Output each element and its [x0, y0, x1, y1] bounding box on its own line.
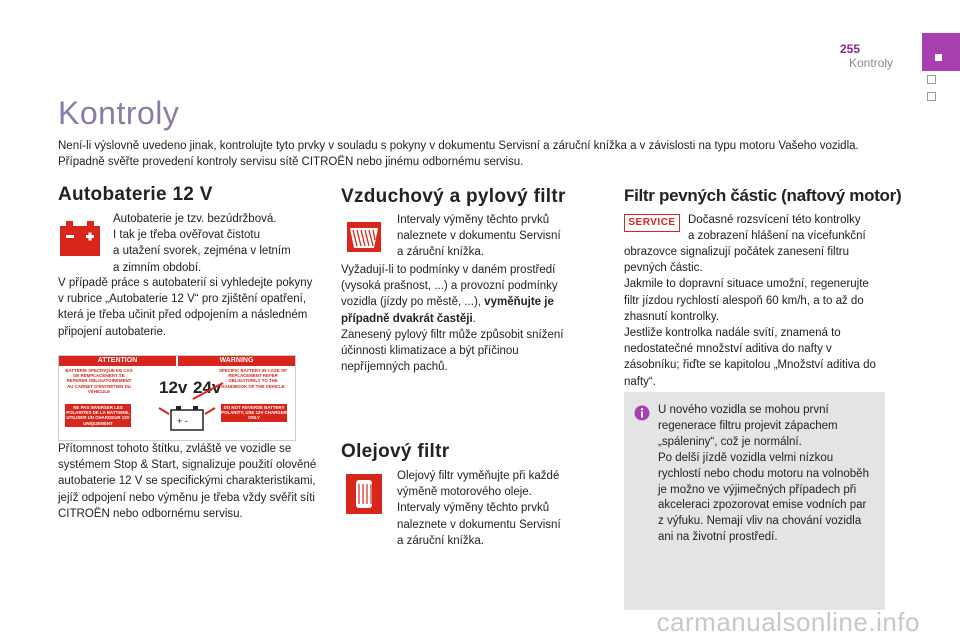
- voltage-24v: 24v: [193, 378, 222, 397]
- svg-text:+ -: + -: [177, 416, 188, 426]
- battery-label-note: [58, 441, 320, 522]
- paragraph: Zanesený pylový filtr může způsobit snížení účinnosti klimatizace a být příčinou nepříjemných pachů.: [341, 328, 564, 374]
- text-line: výměně motorového oleje.: [397, 486, 532, 499]
- text-line: a záruční knížka.: [397, 246, 484, 259]
- text-line: Autobaterie je tzv. bezúdržbová.: [113, 213, 277, 225]
- text-line: a zimním období.: [113, 261, 202, 274]
- watermark: carmanualsonline.info: [656, 607, 920, 637]
- text-line: a utažení svorek, zejména v letním: [113, 245, 291, 258]
- chapter-tab[interactable]: [927, 75, 936, 84]
- text-line: Olejový filtr vyměňujte při každé: [397, 470, 560, 482]
- battery-intro: [113, 211, 303, 276]
- paragraph: Jakmile to dopravní situace umožní, regenerujte filtr jízdou rychlostí alespoň 60 km/h, a to až do zhasnutí kontrolky.: [624, 278, 869, 323]
- text-line: a zobrazení hlášení na vícefunkční: [688, 230, 866, 243]
- air-filter-conditions: [341, 262, 581, 375]
- label-text-fr: BATTERIE SPECIFIQUE EN CAS DE REMPLACEMENT SE REFERER OBLIGATOIREMENT AU CARNET D'ENTRETIEN DU VEHICULE: [65, 368, 133, 394]
- text-line: Dočasné rozsvícení této kontrolky: [688, 214, 861, 226]
- label-warning-fr: NE PAS INVERSER LES POLARITES DE LA BATTERIE, UTILISER UN CHARGEUR 12V UNIQUEMENT: [66, 405, 130, 426]
- attention-header: ATTENTION: [59, 356, 176, 366]
- voltage-12v: 12v: [159, 378, 188, 397]
- particle-filter-body: [624, 244, 886, 390]
- battery-icon: [58, 216, 102, 260]
- paragraph: [341, 262, 581, 327]
- text-line: naleznete v dokumentu Servisní: [397, 230, 561, 243]
- section-label: Kontroly: [848, 56, 893, 70]
- paragraph: Jestliže kontrolka nadále svítí, znamená to nedostatečné množství aditiva do nafty v zásobníku; řiďte se kapitolou „Množství aditiva do nafty“.: [624, 327, 876, 388]
- paragraph: Přítomnost tohoto štítku, zvláště ve vozidle se systémem Stop & Start, signalizuje použití olověné autobaterie 12 V se specifickými charakteristikami, jejíž odpojení nebo výměnu je třeba vždy svěřit síti CITROËN nebo odbornému servisu.: [58, 443, 317, 520]
- intro-text: [58, 138, 898, 170]
- text-line: I tak je třeba ověřovat čistotu: [113, 229, 261, 242]
- air-filter-intro: [397, 212, 587, 261]
- paragraph: V případě práce s autobaterií si vyhledejte pokyny v rubrice „Autobaterie 12 V“ pro zjištění opatření, která je třeba učinit před odpojením a následném připojení autobaterie.: [58, 277, 313, 338]
- particle-filter-heading: Filtr pevných částic (naftový motor): [624, 186, 902, 205]
- oil-filter-icon: [342, 472, 386, 516]
- battery-terminals-icon: [157, 402, 217, 437]
- paragraph: U nového vozidla se mohou první regenerace filtru projevit zápachem „spáleniny“, což je normální.: [658, 404, 838, 448]
- text-line: a záruční knížka.: [397, 534, 484, 547]
- battery-instructions: [58, 275, 320, 340]
- page-title: Kontroly: [58, 95, 180, 131]
- oil-filter-heading: Olejový filtr: [341, 441, 450, 462]
- intro-line-2: Případně svěřte provedení kontroly servisu sítě CITROËN nebo jinému odbornému servisu.: [58, 156, 524, 168]
- text-line: Intervaly výměny těchto prvků: [397, 214, 550, 226]
- oil-filter-text: [397, 468, 587, 549]
- chapter-tab[interactable]: [927, 92, 936, 101]
- particle-filter-intro: [688, 212, 888, 244]
- label-text-en: SPECIFIC BATTERY IN CASE OF REPLACEMENT REFER OBLIGATORILY TO THE HANDBOOK OF THE VEHICLE: [219, 368, 287, 389]
- page-number: 255: [839, 42, 860, 56]
- air-filter-heading: Vzduchový a pylový filtr: [341, 186, 566, 207]
- paragraph: Po delší jízdě vozidla velmi nízkou rychlostí nebo chodu motoru na volnoběh je možno ve výjimečných případech při akceleraci zpozorovat emise vodních par z výfuku. Nemají vliv na chování vozidla ani na životní prostředí.: [658, 451, 869, 544]
- info-note: [624, 392, 885, 610]
- air-filter-icon: [342, 214, 386, 258]
- text-span: .: [472, 312, 476, 325]
- paragraph: obrazovce signalizují počátek zanesení filtru pevných částic.: [624, 246, 850, 275]
- battery-warning-label: [58, 355, 296, 441]
- intro-line-1: Není-li výslovně uvedeno jinak, kontrolujte tyto prvky v souladu s pokyny v dokumentu Servisní a záruční knížka a v závislosti na typu motoru Vašeho vozidla.: [58, 140, 859, 152]
- info-icon: [634, 405, 650, 426]
- emphasis-text: vyměňujte je případně dvakrát častěji: [341, 296, 554, 325]
- battery-heading: Autobaterie 12 V: [58, 184, 213, 205]
- text-span: Vyžadují-li to podmínky v daném prostředí (vysoká prašnost, ...) a provozní podmínky vozidla (jízdy po městě, ...),: [341, 264, 558, 309]
- chapter-tab-marker: [935, 54, 942, 61]
- text-line: naleznete v dokumentu Servisní: [397, 518, 561, 531]
- text-line: Intervaly výměny těchto prvků: [397, 502, 550, 515]
- service-warning-lamp: SERVICE: [624, 214, 680, 232]
- label-warning-en: DO NOT REVERSE BATTERY POLARITY, USE 12V CHARGER ONLY: [221, 405, 287, 421]
- chapter-tab-active[interactable]: [922, 33, 960, 71]
- warning-header: WARNING: [178, 356, 295, 366]
- info-note-text: [658, 403, 873, 546]
